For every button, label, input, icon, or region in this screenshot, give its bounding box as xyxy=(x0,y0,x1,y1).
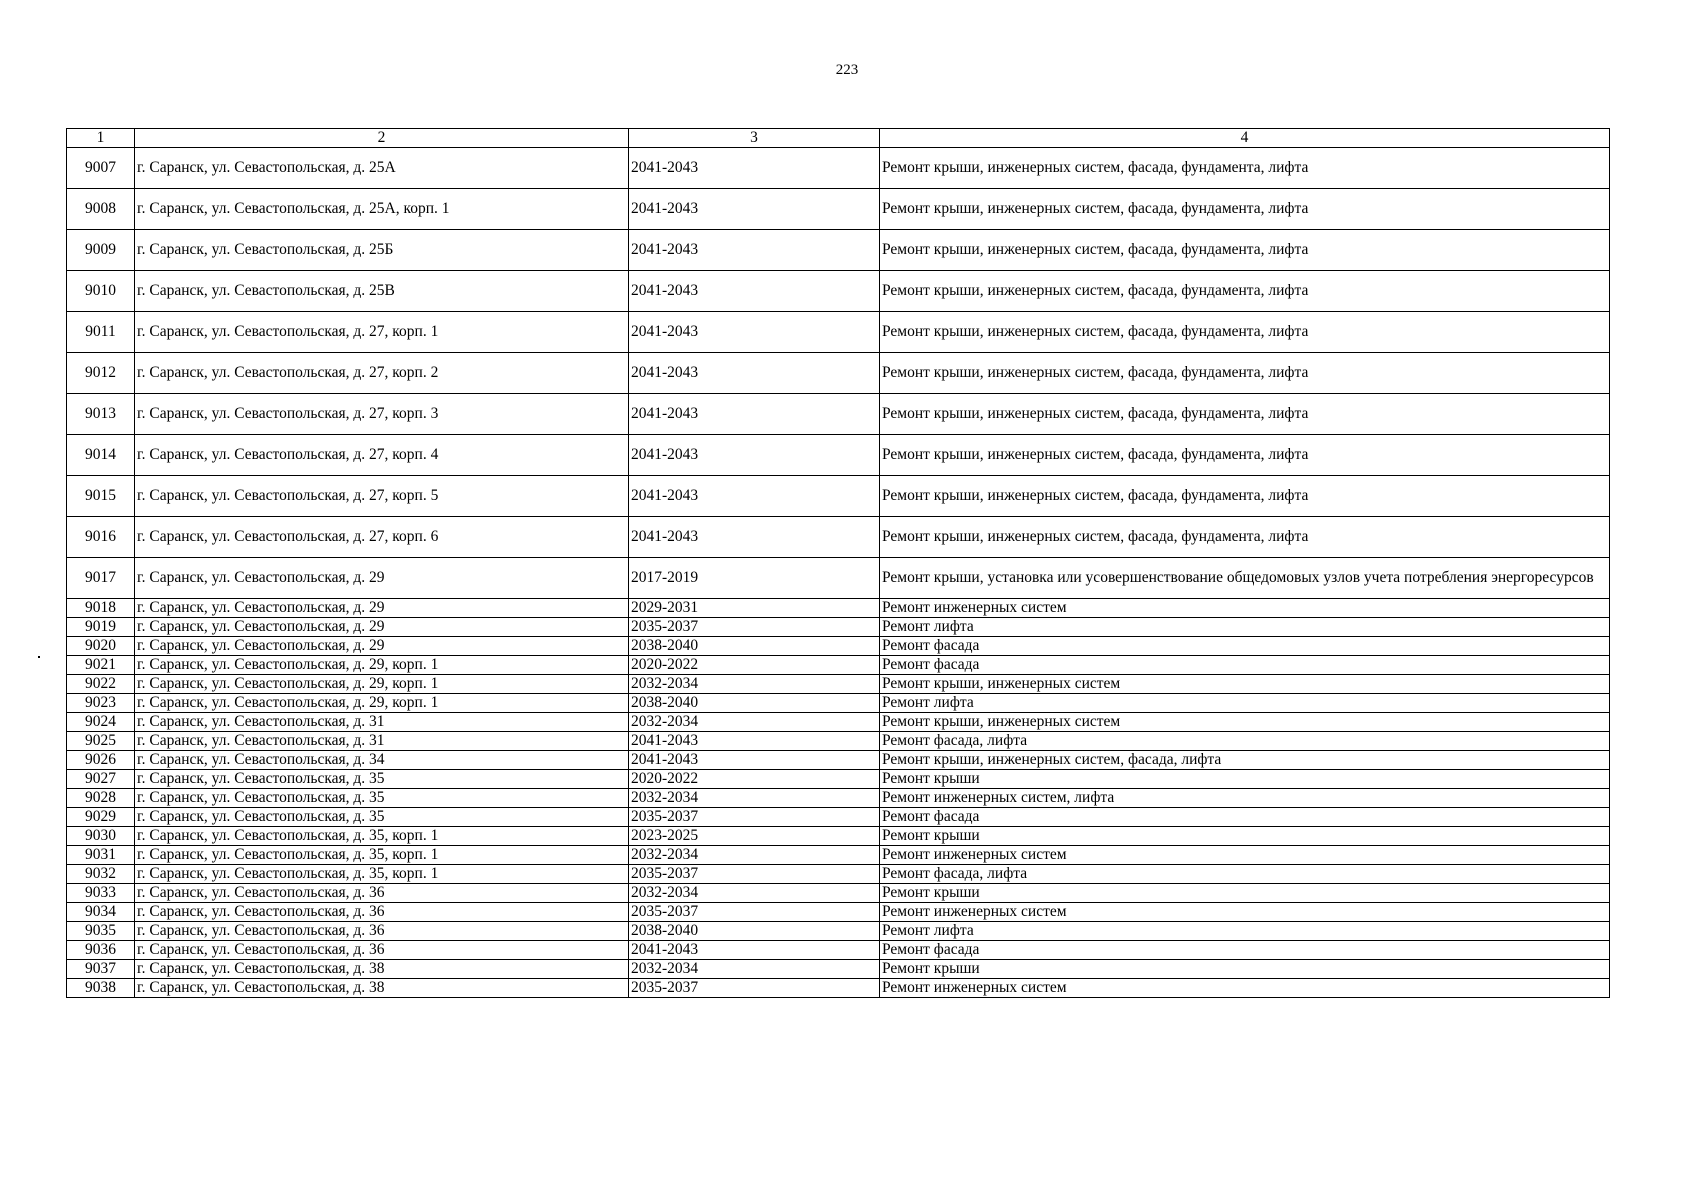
row-address: г. Саранск, ул. Севастопольская, д. 27, корп. 3 xyxy=(135,394,629,435)
row-works: Ремонт крыши xyxy=(880,770,1610,789)
row-number: 9023 xyxy=(67,694,135,713)
table-row xyxy=(67,732,1610,751)
row-period: 2020-2022 xyxy=(629,656,880,675)
table-row xyxy=(67,827,1610,846)
row-number: 9032 xyxy=(67,865,135,884)
row-number: 9012 xyxy=(67,353,135,394)
row-works: Ремонт инженерных систем xyxy=(880,903,1610,922)
row-period: 2041-2043 xyxy=(629,148,880,189)
row-number: 9028 xyxy=(67,789,135,808)
table-row xyxy=(67,312,1610,353)
table-row xyxy=(67,884,1610,903)
row-address: г. Саранск, ул. Севастопольская, д. 25А, корп. 1 xyxy=(135,189,629,230)
row-period: 2041-2043 xyxy=(629,517,880,558)
table-row xyxy=(67,353,1610,394)
row-number: 9030 xyxy=(67,827,135,846)
row-address: г. Саранск, ул. Севастопольская, д. 27, корп. 6 xyxy=(135,517,629,558)
row-number: 9018 xyxy=(67,599,135,618)
table-row xyxy=(67,148,1610,189)
row-works: Ремонт крыши, инженерных систем, фасада, фундамента, лифта xyxy=(880,312,1610,353)
row-works: Ремонт крыши, инженерных систем xyxy=(880,713,1610,732)
row-address: г. Саранск, ул. Севастопольская, д. 36 xyxy=(135,941,629,960)
row-address: г. Саранск, ул. Севастопольская, д. 38 xyxy=(135,960,629,979)
row-number: 9015 xyxy=(67,476,135,517)
row-works: Ремонт крыши, инженерных систем, фасада, фундамента, лифта xyxy=(880,230,1610,271)
table-row xyxy=(67,656,1610,675)
row-number: 9008 xyxy=(67,189,135,230)
header-col-3: 3 xyxy=(629,129,880,148)
row-works: Ремонт фасада xyxy=(880,637,1610,656)
row-works: Ремонт фасада, лифта xyxy=(880,865,1610,884)
table-row xyxy=(67,789,1610,808)
row-period: 2029-2031 xyxy=(629,599,880,618)
row-works: Ремонт крыши, инженерных систем, фасада, фундамента, лифта xyxy=(880,189,1610,230)
row-period: 2041-2043 xyxy=(629,271,880,312)
row-number: 9020 xyxy=(67,637,135,656)
row-works: Ремонт крыши, инженерных систем, фасада, фундамента, лифта xyxy=(880,435,1610,476)
header-col-1: 1 xyxy=(67,129,135,148)
row-address: г. Саранск, ул. Севастопольская, д. 35 xyxy=(135,770,629,789)
row-address: г. Саранск, ул. Севастопольская, д. 29, корп. 1 xyxy=(135,694,629,713)
row-number: 9035 xyxy=(67,922,135,941)
table-body xyxy=(67,148,1610,998)
table-row xyxy=(67,903,1610,922)
table-row xyxy=(67,435,1610,476)
row-number: 9025 xyxy=(67,732,135,751)
row-period: 2035-2037 xyxy=(629,903,880,922)
row-period: 2035-2037 xyxy=(629,808,880,827)
table-row xyxy=(67,517,1610,558)
row-number: 9011 xyxy=(67,312,135,353)
row-number: 9037 xyxy=(67,960,135,979)
row-period: 2032-2034 xyxy=(629,960,880,979)
table-row xyxy=(67,751,1610,770)
table-row xyxy=(67,558,1610,599)
table-row xyxy=(67,694,1610,713)
row-number: 9026 xyxy=(67,751,135,770)
repair-schedule-table xyxy=(66,128,1610,998)
row-period: 2032-2034 xyxy=(629,713,880,732)
row-number: 9009 xyxy=(67,230,135,271)
table-row xyxy=(67,960,1610,979)
row-address: г. Саранск, ул. Севастопольская, д. 29 xyxy=(135,637,629,656)
row-number: 9013 xyxy=(67,394,135,435)
row-address: г. Саранск, ул. Севастопольская, д. 25А xyxy=(135,148,629,189)
table-row xyxy=(67,637,1610,656)
row-period: 2041-2043 xyxy=(629,476,880,517)
row-address: г. Саранск, ул. Севастопольская, д. 35, корп. 1 xyxy=(135,865,629,884)
row-number: 9016 xyxy=(67,517,135,558)
table-row xyxy=(67,941,1610,960)
row-works: Ремонт крыши, инженерных систем, фасада, фундамента, лифта xyxy=(880,517,1610,558)
row-period: 2041-2043 xyxy=(629,312,880,353)
header-col-4: 4 xyxy=(880,129,1610,148)
row-period: 2038-2040 xyxy=(629,637,880,656)
row-number: 9014 xyxy=(67,435,135,476)
row-works: Ремонт фасада, лифта xyxy=(880,732,1610,751)
table-row xyxy=(67,922,1610,941)
row-period: 2041-2043 xyxy=(629,435,880,476)
row-number: 9024 xyxy=(67,713,135,732)
row-works: Ремонт крыши xyxy=(880,884,1610,903)
row-address: г. Саранск, ул. Севастопольская, д. 31 xyxy=(135,732,629,751)
row-period: 2041-2043 xyxy=(629,394,880,435)
page-number: 223 xyxy=(835,62,859,78)
row-number: 9031 xyxy=(67,846,135,865)
table-row xyxy=(67,599,1610,618)
row-address: г. Саранск, ул. Севастопольская, д. 38 xyxy=(135,979,629,998)
row-address: г. Саранск, ул. Севастопольская, д. 27, корп. 4 xyxy=(135,435,629,476)
row-address: г. Саранск, ул. Севастопольская, д. 27, корп. 5 xyxy=(135,476,629,517)
table-row xyxy=(67,271,1610,312)
row-works: Ремонт крыши, инженерных систем, фасада, фундамента, лифта xyxy=(880,148,1610,189)
row-works: Ремонт фасада xyxy=(880,808,1610,827)
row-address: г. Саранск, ул. Севастопольская, д. 35, корп. 1 xyxy=(135,827,629,846)
row-address: г. Саранск, ул. Севастопольская, д. 29 xyxy=(135,618,629,637)
row-number: 9007 xyxy=(67,148,135,189)
row-works: Ремонт фасада xyxy=(880,656,1610,675)
row-address: г. Саранск, ул. Севастопольская, д. 29, корп. 1 xyxy=(135,675,629,694)
row-period: 2041-2043 xyxy=(629,732,880,751)
row-address: г. Саранск, ул. Севастопольская, д. 27, корп. 1 xyxy=(135,312,629,353)
row-period: 2041-2043 xyxy=(629,230,880,271)
row-works: Ремонт инженерных систем xyxy=(880,846,1610,865)
row-period: 2020-2022 xyxy=(629,770,880,789)
row-period: 2035-2037 xyxy=(629,618,880,637)
row-address: г. Саранск, ул. Севастопольская, д. 29 xyxy=(135,558,629,599)
table-row xyxy=(67,846,1610,865)
row-number: 9033 xyxy=(67,884,135,903)
row-works: Ремонт крыши, инженерных систем, фасада, фундамента, лифта xyxy=(880,394,1610,435)
row-period: 2041-2043 xyxy=(629,189,880,230)
row-works: Ремонт крыши, инженерных систем xyxy=(880,675,1610,694)
row-works: Ремонт крыши, инженерных систем, фасада, лифта xyxy=(880,751,1610,770)
row-address: г. Саранск, ул. Севастопольская, д. 25В xyxy=(135,271,629,312)
row-period: 2041-2043 xyxy=(629,941,880,960)
row-works: Ремонт инженерных систем, лифта xyxy=(880,789,1610,808)
row-works: Ремонт инженерных систем xyxy=(880,599,1610,618)
stray-mark xyxy=(38,656,40,658)
row-address: г. Саранск, ул. Севастопольская, д. 31 xyxy=(135,713,629,732)
row-period: 2023-2025 xyxy=(629,827,880,846)
row-works: Ремонт лифта xyxy=(880,694,1610,713)
table-row xyxy=(67,476,1610,517)
row-number: 9010 xyxy=(67,271,135,312)
table-row xyxy=(67,618,1610,637)
row-works: Ремонт крыши xyxy=(880,960,1610,979)
row-number: 9021 xyxy=(67,656,135,675)
row-address: г. Саранск, ул. Севастопольская, д. 35 xyxy=(135,789,629,808)
row-number: 9019 xyxy=(67,618,135,637)
row-works: Ремонт лифта xyxy=(880,618,1610,637)
row-number: 9036 xyxy=(67,941,135,960)
row-works: Ремонт лифта xyxy=(880,922,1610,941)
row-period: 2032-2034 xyxy=(629,675,880,694)
table-row xyxy=(67,770,1610,789)
table-header-row xyxy=(67,129,1610,148)
table-row xyxy=(67,979,1610,998)
row-address: г. Саранск, ул. Севастопольская, д. 36 xyxy=(135,922,629,941)
row-period: 2035-2037 xyxy=(629,865,880,884)
row-period: 2038-2040 xyxy=(629,694,880,713)
row-period: 2041-2043 xyxy=(629,751,880,770)
row-works: Ремонт инженерных систем xyxy=(880,979,1610,998)
row-address: г. Саранск, ул. Севастопольская, д. 35, корп. 1 xyxy=(135,846,629,865)
table-row xyxy=(67,189,1610,230)
row-period: 2038-2040 xyxy=(629,922,880,941)
header-col-2: 2 xyxy=(135,129,629,148)
row-period: 2032-2034 xyxy=(629,846,880,865)
table-row xyxy=(67,808,1610,827)
row-address: г. Саранск, ул. Севастопольская, д. 36 xyxy=(135,903,629,922)
table-row xyxy=(67,675,1610,694)
row-number: 9038 xyxy=(67,979,135,998)
row-works: Ремонт крыши, инженерных систем, фасада, фундамента, лифта xyxy=(880,271,1610,312)
row-period: 2032-2034 xyxy=(629,789,880,808)
row-address: г. Саранск, ул. Севастопольская, д. 25Б xyxy=(135,230,629,271)
row-address: г. Саранск, ул. Севастопольская, д. 27, корп. 2 xyxy=(135,353,629,394)
row-address: г. Саранск, ул. Севастопольская, д. 35 xyxy=(135,808,629,827)
row-address: г. Саранск, ул. Севастопольская, д. 36 xyxy=(135,884,629,903)
row-period: 2017-2019 xyxy=(629,558,880,599)
row-number: 9034 xyxy=(67,903,135,922)
row-period: 2032-2034 xyxy=(629,884,880,903)
row-period: 2041-2043 xyxy=(629,353,880,394)
table-row xyxy=(67,394,1610,435)
row-number: 9017 xyxy=(67,558,135,599)
table-row xyxy=(67,865,1610,884)
row-works: Ремонт крыши, инженерных систем, фасада, фундамента, лифта xyxy=(880,476,1610,517)
table-row xyxy=(67,230,1610,271)
row-address: г. Саранск, ул. Севастопольская, д. 29 xyxy=(135,599,629,618)
table-row xyxy=(67,713,1610,732)
row-number: 9022 xyxy=(67,675,135,694)
row-number: 9027 xyxy=(67,770,135,789)
row-works: Ремонт крыши, инженерных систем, фасада, фундамента, лифта xyxy=(880,353,1610,394)
row-number: 9029 xyxy=(67,808,135,827)
row-works: Ремонт фасада xyxy=(880,941,1610,960)
row-address: г. Саранск, ул. Севастопольская, д. 29, корп. 1 xyxy=(135,656,629,675)
row-address: г. Саранск, ул. Севастопольская, д. 34 xyxy=(135,751,629,770)
row-works: Ремонт крыши, установка или усовершенствование общедомовых узлов учета потребления энергоресурсов xyxy=(880,558,1610,599)
row-period: 2035-2037 xyxy=(629,979,880,998)
row-works: Ремонт крыши xyxy=(880,827,1610,846)
